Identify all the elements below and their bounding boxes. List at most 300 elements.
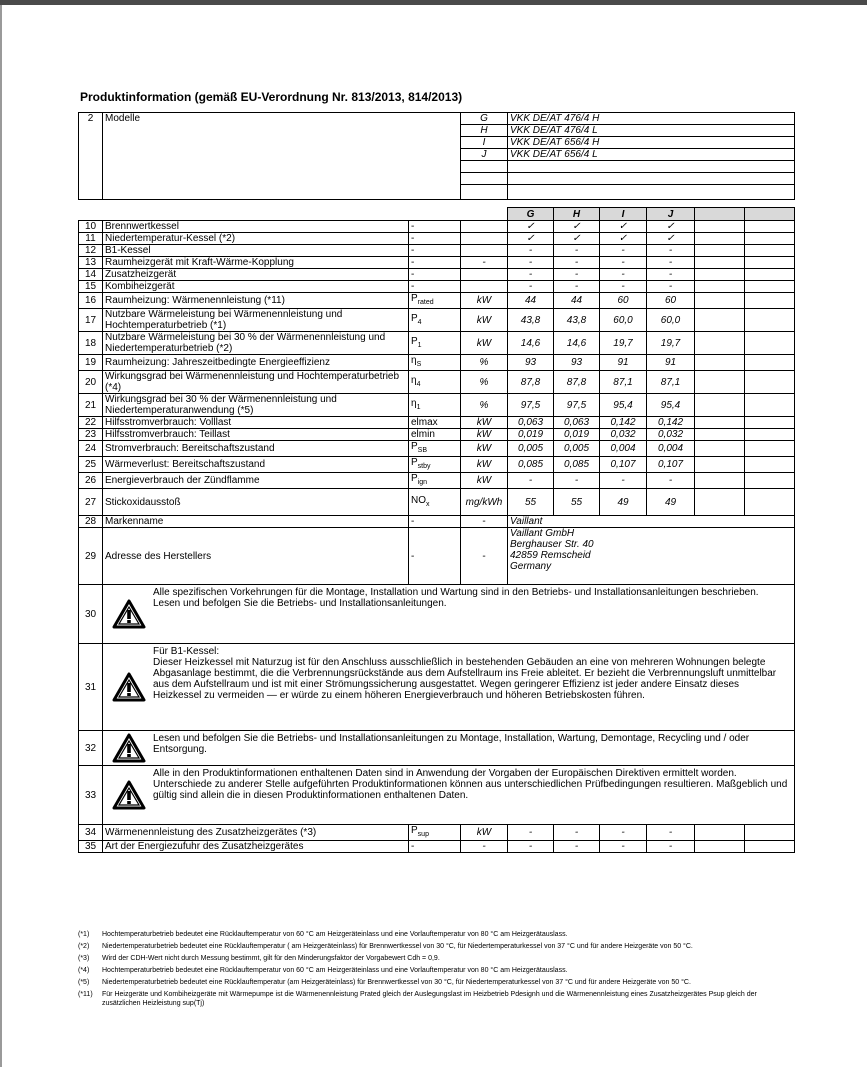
value-empty <box>745 394 795 417</box>
warning-icon <box>105 672 153 702</box>
header-blank <box>409 208 461 221</box>
footnote-key: (*1) <box>78 931 90 938</box>
row-number: 35 <box>79 841 103 853</box>
row-label: Raumheizung: Jahreszeitbedingte Energieeffizienz <box>103 355 409 371</box>
symbol-cell <box>409 355 461 371</box>
symbol-subscript: S <box>416 361 422 368</box>
value-g: - <box>508 281 554 293</box>
row-number: 20 <box>79 371 103 394</box>
value-empty <box>695 489 745 516</box>
column-header: G <box>508 208 554 221</box>
footnote-text: Hochtemperaturbetrieb bedeutet eine Rücklauftemperatur von 60 °C am Heizgeräteinlass und eine Vorlauftemperatur von 80 °C am Heizgerätauslass. <box>102 967 568 974</box>
data-row <box>79 355 795 371</box>
row-label: Energieverbrauch der Zündflamme <box>103 473 409 489</box>
data-row <box>79 841 795 853</box>
row-number: 22 <box>79 417 103 429</box>
warning-row <box>79 731 795 766</box>
value-j: 0,004 <box>647 441 695 457</box>
symbol: - <box>411 233 415 244</box>
value-empty <box>745 293 795 309</box>
data-row <box>79 473 795 489</box>
value-empty <box>745 441 795 457</box>
footnote <box>78 978 794 987</box>
value-empty <box>745 457 795 473</box>
value-j: 60 <box>647 293 695 309</box>
value-empty <box>745 371 795 394</box>
address-line: Germany <box>510 561 552 572</box>
model-letter: G <box>461 113 508 125</box>
symbol: - <box>411 281 415 292</box>
header-blank <box>461 208 508 221</box>
column-header: J <box>647 208 695 221</box>
value-empty <box>745 429 795 441</box>
symbol: - <box>411 245 415 256</box>
row-number: 11 <box>79 233 103 245</box>
unit-cell: mg/kWh <box>461 489 508 516</box>
row-label: B1-Kessel <box>103 245 409 257</box>
value-h: 0,019 <box>554 429 600 441</box>
unit-cell: kW <box>461 457 508 473</box>
value-g: 0,019 <box>508 429 554 441</box>
row-label: Raumheizung: Wärmenennleistung (*11) <box>103 293 409 309</box>
data-row <box>79 332 795 355</box>
row-number: 27 <box>79 489 103 516</box>
value-empty <box>695 371 745 394</box>
symbol-cell <box>409 293 461 309</box>
value-j: 95,4 <box>647 394 695 417</box>
footnote-key: (*2) <box>78 943 90 950</box>
data-row <box>79 221 795 233</box>
value-empty <box>695 293 745 309</box>
symbol: elmin <box>411 429 435 440</box>
model-letter: J <box>461 149 508 161</box>
warning-text <box>103 731 795 766</box>
value-g: 97,5 <box>508 394 554 417</box>
data-row <box>79 245 795 257</box>
value-empty <box>745 233 795 245</box>
unit-cell: % <box>461 355 508 371</box>
data-row <box>79 825 795 841</box>
value-i: - <box>600 841 647 853</box>
model-name: VKK DE/AT 656/4 L <box>508 149 795 161</box>
unit-cell: - <box>461 257 508 269</box>
value-i: 49 <box>600 489 647 516</box>
symbol-cell <box>409 371 461 394</box>
value-empty <box>695 473 745 489</box>
value-empty <box>745 825 795 841</box>
value-h: ✓ <box>554 233 600 245</box>
value-empty <box>745 221 795 233</box>
symbol: - <box>411 257 415 268</box>
value-g: - <box>508 473 554 489</box>
row-number: 25 <box>79 457 103 473</box>
row-label: Kombiheizgerät <box>103 281 409 293</box>
value-empty <box>695 257 745 269</box>
data-row <box>79 394 795 417</box>
symbol-cell <box>409 332 461 355</box>
value-g: - <box>508 841 554 853</box>
unit-cell: kW <box>461 417 508 429</box>
row-label: Niedertemperatur-Kessel (*2) <box>103 233 409 245</box>
symbol-subscript: 1 <box>417 341 422 349</box>
model-name-empty <box>508 161 795 173</box>
value-i: ✓ <box>600 221 647 233</box>
footnote-text: Niedertemperaturbetrieb bedeutet eine Rücklauftemperatur (am Heizgeräteinlass) für Brennwertkessel von 30 °C, für Niedertemperaturkessel von 37 °C und für andere Heizgeräte von 50 °C. <box>102 979 691 986</box>
value-i: 0,032 <box>600 429 647 441</box>
symbol-cell <box>409 489 461 516</box>
data-row <box>79 269 795 281</box>
row-label: Nutzbare Wärmeleistung bei Wärmenennleistung und Hochtemperaturbetrieb (*1) <box>103 309 409 332</box>
value-g: 0,085 <box>508 457 554 473</box>
symbol: P <box>411 335 418 347</box>
model-letter-empty <box>461 161 508 173</box>
value-i: - <box>600 269 647 281</box>
value-g: 44 <box>508 293 554 309</box>
footnotes <box>78 930 794 1011</box>
row-label: Zusatzheizgerät <box>103 269 409 281</box>
symbol: - <box>411 221 415 232</box>
row-label: Raumheizgerät mit Kraft-Wärme-Kopplung <box>103 257 409 269</box>
model-name: VKK DE/AT 476/4 H <box>508 113 795 125</box>
unit-cell: % <box>461 371 508 394</box>
warning-row <box>79 585 795 644</box>
page-title: Produktinformation (gemäß EU-Verordnung Nr. 813/2013, 814/2013) <box>80 90 463 104</box>
footnote-text: Für Heizgeräte und Kombiheizgeräte mit Wärmepumpe ist die Wärmenennleistung Prated gleich der Auslegungslast im Heizbetrieb Pdesignh und die Wärmenennleistung eines Zusatzheizgerätes Psup gleich der zusätzlichen Heizleistung sup(Tj) <box>102 991 757 1007</box>
value-empty <box>745 489 795 516</box>
row-number: 13 <box>79 257 103 269</box>
value-g: 0,005 <box>508 441 554 457</box>
value-i: 87,1 <box>600 371 647 394</box>
value-g: 43,8 <box>508 309 554 332</box>
value-h: 0,005 <box>554 441 600 457</box>
value-empty <box>745 269 795 281</box>
value-h: - <box>554 257 600 269</box>
models-table <box>78 112 795 200</box>
column-header <box>695 208 745 221</box>
symbol: NO <box>411 494 426 506</box>
model-name: VKK DE/AT 476/4 L <box>508 125 795 137</box>
value-g: - <box>508 245 554 257</box>
row-label: Wirkungsgrad bei Wärmenennleistung und Hochtemperaturbetrieb (*4) <box>103 371 409 394</box>
value-empty <box>695 825 745 841</box>
value-i: - <box>600 257 647 269</box>
symbol: P <box>411 825 418 836</box>
data-row <box>79 281 795 293</box>
value-h: 43,8 <box>554 309 600 332</box>
row-number: 19 <box>79 355 103 371</box>
data-row <box>79 429 795 441</box>
symbol-cell <box>409 233 461 245</box>
footnote <box>78 930 794 939</box>
data-row <box>79 293 795 309</box>
value-g: 87,8 <box>508 371 554 394</box>
data-row <box>79 371 795 394</box>
symbol-cell <box>409 825 461 841</box>
value-i: 0,004 <box>600 441 647 457</box>
value-empty <box>745 281 795 293</box>
row-label: Nutzbare Wärmeleistung bei 30 % der Wärmenennleistung und Niedertemperaturbetrieb (*2) <box>103 332 409 355</box>
row-label: Hilfsstromverbrauch: Teillast <box>103 429 409 441</box>
unit-cell: % <box>461 394 508 417</box>
symbol-cell <box>409 473 461 489</box>
value-empty <box>745 332 795 355</box>
row-number: 29 <box>79 528 103 585</box>
value-empty <box>695 233 745 245</box>
value-empty <box>695 394 745 417</box>
symbol-subscript: 4 <box>416 380 421 388</box>
symbol-cell <box>409 841 461 853</box>
warning-text <box>103 766 795 825</box>
value-i: 60 <box>600 293 647 309</box>
value-i: - <box>600 281 647 293</box>
value-empty <box>745 841 795 853</box>
warning-line: Für B1-Kessel: <box>153 646 220 657</box>
symbol-cell <box>409 457 461 473</box>
symbol-subscript: sup <box>417 831 429 838</box>
symbol: η <box>411 397 417 409</box>
value-j: 0,107 <box>647 457 695 473</box>
symbol: - <box>411 269 415 280</box>
warning-icon <box>105 599 153 629</box>
value-empty <box>745 257 795 269</box>
symbol-subscript: x <box>426 500 430 508</box>
value-g: 93 <box>508 355 554 371</box>
symbol-cell <box>409 417 461 429</box>
value-i: 60,0 <box>600 309 647 332</box>
row-label: Art der Energiezufuhr des Zusatzheizgerätes <box>103 841 409 853</box>
symbol-subscript: ign <box>417 479 428 486</box>
value-j: 49 <box>647 489 695 516</box>
value-j: - <box>647 257 695 269</box>
warning-text <box>103 644 795 731</box>
value-j: - <box>647 281 695 293</box>
row-number: 28 <box>79 516 103 528</box>
footnote <box>78 966 794 975</box>
value-j: - <box>647 841 695 853</box>
value-j: - <box>647 269 695 281</box>
value-i: - <box>600 473 647 489</box>
value-i: - <box>600 245 647 257</box>
symbol-cell <box>409 245 461 257</box>
value-i: 0,107 <box>600 457 647 473</box>
symbol-cell <box>409 429 461 441</box>
value-empty <box>695 332 745 355</box>
symbol: P <box>411 441 418 452</box>
row-number: 30 <box>79 585 103 644</box>
value-empty <box>695 429 745 441</box>
unit-cell: - <box>461 528 508 585</box>
unit-cell: kW <box>461 429 508 441</box>
data-row <box>79 233 795 245</box>
models-row <box>79 113 795 125</box>
value-g: - <box>508 825 554 841</box>
symbol-subscript: rated <box>417 299 434 306</box>
row-number: 24 <box>79 441 103 457</box>
value-empty <box>695 355 745 371</box>
symbol: η <box>411 355 417 366</box>
value-empty <box>695 221 745 233</box>
value-g: ✓ <box>508 221 554 233</box>
value-j: - <box>647 825 695 841</box>
unit-cell: - <box>461 841 508 853</box>
row-number: 21 <box>79 394 103 417</box>
data-row <box>79 457 795 473</box>
address-line: Berghauser Str. 40 <box>510 539 594 550</box>
header-blank <box>103 208 409 221</box>
warning-line: Dieser Heizkessel mit Naturzug ist für den Anschluss ausschließlich in bestehenden Gebäuden an eine von mehreren Wohnungen belegte Abgasanlage bestimmt, die die Verbrennungsrückstände aus dem Aufstellraum ins Freie ableitet. Er bezieht die Verbrennungsluft unmittelbar aus dem Aufstellraum und ist mit einer Strömungssicherung ausgestattet. Wegen geringerer Effizienz ist jeder andere Einsatz dieses Heizkessel zu vermeiden — er würde zu einem höheren Energieverbrauch und höheren Betriebskosten führen. <box>153 657 777 701</box>
symbol-cell <box>409 221 461 233</box>
footnote <box>78 990 794 1008</box>
unit-cell: kW <box>461 441 508 457</box>
warning-line: Lesen und befolgen Sie die Betriebs- und Installationsanleitungen. <box>153 598 447 609</box>
value-i: 91 <box>600 355 647 371</box>
row-number: 12 <box>79 245 103 257</box>
value-g: 0,063 <box>508 417 554 429</box>
row-number: 17 <box>79 309 103 332</box>
symbol: elmax <box>411 417 438 428</box>
row-label: Hilfsstromverbrauch: Volllast <box>103 417 409 429</box>
unit-cell: kW <box>461 309 508 332</box>
value-j: ✓ <box>647 233 695 245</box>
row-number: 15 <box>79 281 103 293</box>
value-i: - <box>600 825 647 841</box>
data-row <box>79 441 795 457</box>
symbol-cell: - <box>409 516 461 528</box>
data-row <box>79 417 795 429</box>
warning-icon <box>105 733 153 763</box>
symbol-cell <box>409 257 461 269</box>
footnote <box>78 942 794 951</box>
row-label: Brennwertkessel <box>103 221 409 233</box>
value-g: ✓ <box>508 233 554 245</box>
product-data-table <box>78 205 795 853</box>
symbol-subscript: stby <box>417 463 431 470</box>
value-h: 55 <box>554 489 600 516</box>
warning-row <box>79 766 795 825</box>
symbol-cell <box>409 394 461 417</box>
model-letter: I <box>461 137 508 149</box>
row-label: Markenname <box>103 516 409 528</box>
address-line: Vaillant GmbH <box>510 528 575 539</box>
value-h: 14,6 <box>554 332 600 355</box>
footnote-key: (*5) <box>78 979 90 986</box>
value-h: 97,5 <box>554 394 600 417</box>
value-h: - <box>554 281 600 293</box>
symbol: P <box>411 473 418 484</box>
footnote-key: (*4) <box>78 967 90 974</box>
unit-cell <box>461 221 508 233</box>
unit-cell: kW <box>461 473 508 489</box>
row-number: 14 <box>79 269 103 281</box>
model-letter-empty <box>461 185 508 200</box>
model-letter: H <box>461 125 508 137</box>
value-empty <box>695 417 745 429</box>
value-empty <box>745 473 795 489</box>
header-blank <box>79 208 103 221</box>
value-empty <box>695 457 745 473</box>
warning-row <box>79 644 795 731</box>
model-name-empty <box>508 185 795 200</box>
value-j: - <box>647 473 695 489</box>
address-line: 42859 Remscheid <box>510 550 591 561</box>
value-j: 19,7 <box>647 332 695 355</box>
warning-icon <box>105 780 153 810</box>
row-number: 31 <box>79 644 103 731</box>
value-h: 93 <box>554 355 600 371</box>
value-empty <box>695 841 745 853</box>
unit-cell <box>461 269 508 281</box>
symbol: - <box>411 841 415 852</box>
footnote-key: (*3) <box>78 955 90 962</box>
value-empty <box>695 281 745 293</box>
unit-cell: - <box>461 516 508 528</box>
row-number: 32 <box>79 731 103 766</box>
row-label: Wärmenennleistung des Zusatzheizgerätes (*3) <box>103 825 409 841</box>
symbol: P <box>411 457 418 468</box>
unit-cell: kW <box>461 332 508 355</box>
symbol-cell: - <box>409 528 461 585</box>
value-empty <box>745 309 795 332</box>
symbol: P <box>411 293 418 304</box>
footnote-text: Wird der CDH-Wert nicht durch Messung bestimmt, gilt für den Minderungsfaktor der Vorgabewert Cdh = 0,9. <box>102 955 440 962</box>
brand-value: Vaillant <box>508 516 795 528</box>
model-name: VKK DE/AT 656/4 H <box>508 137 795 149</box>
value-i: 19,7 <box>600 332 647 355</box>
unit-cell: kW <box>461 293 508 309</box>
window-left-edge <box>0 5 2 1067</box>
value-h: ✓ <box>554 221 600 233</box>
value-j: ✓ <box>647 221 695 233</box>
column-header: I <box>600 208 647 221</box>
address-value <box>508 528 795 585</box>
unit-cell <box>461 245 508 257</box>
value-empty <box>695 245 745 257</box>
symbol-cell <box>409 309 461 332</box>
value-h: - <box>554 245 600 257</box>
value-g: - <box>508 269 554 281</box>
value-empty <box>745 417 795 429</box>
row-number: 18 <box>79 332 103 355</box>
address-row <box>79 528 795 585</box>
value-empty <box>695 269 745 281</box>
value-j: 0,032 <box>647 429 695 441</box>
value-j: 0,142 <box>647 417 695 429</box>
unit-cell <box>461 233 508 245</box>
value-h: 87,8 <box>554 371 600 394</box>
row-label: Wärmeverlust: Bereitschaftszustand <box>103 457 409 473</box>
value-j: 91 <box>647 355 695 371</box>
row-number: 33 <box>79 766 103 825</box>
symbol: P <box>411 312 418 324</box>
value-h: - <box>554 269 600 281</box>
value-g: - <box>508 257 554 269</box>
value-empty <box>695 441 745 457</box>
value-h: 44 <box>554 293 600 309</box>
value-empty <box>745 245 795 257</box>
value-j: 60,0 <box>647 309 695 332</box>
row-number: 23 <box>79 429 103 441</box>
row-number: 2 <box>79 113 103 200</box>
value-i: 0,142 <box>600 417 647 429</box>
value-h: 0,063 <box>554 417 600 429</box>
footnote-text: Niedertemperaturbetrieb bedeutet eine Rücklauftemperatur ( am Heizgeräteinlass) für Brennwertkessel von 30 °C, für Niedertemperaturkessel von 37 °C und für andere Heizgeräte von 50 °C. <box>102 943 693 950</box>
unit-cell: kW <box>461 825 508 841</box>
data-row <box>79 489 795 516</box>
warning-line: Alle in den Produktinformationen enthaltenen Daten sind in Anwendung der Vorgaben der Europäischen Direktiven ermittelt worden. Unterschiede zu anderer Stelle aufgeführten Produktinformationen können aus unterschiedlichen Prüfbedingungen resultieren. Maßgeblich und gültig sind allein die in diesen Produktinformationen enthaltenen Daten. <box>153 768 788 801</box>
warning-text <box>103 585 795 644</box>
symbol-cell <box>409 281 461 293</box>
window-top-bar <box>0 0 867 5</box>
